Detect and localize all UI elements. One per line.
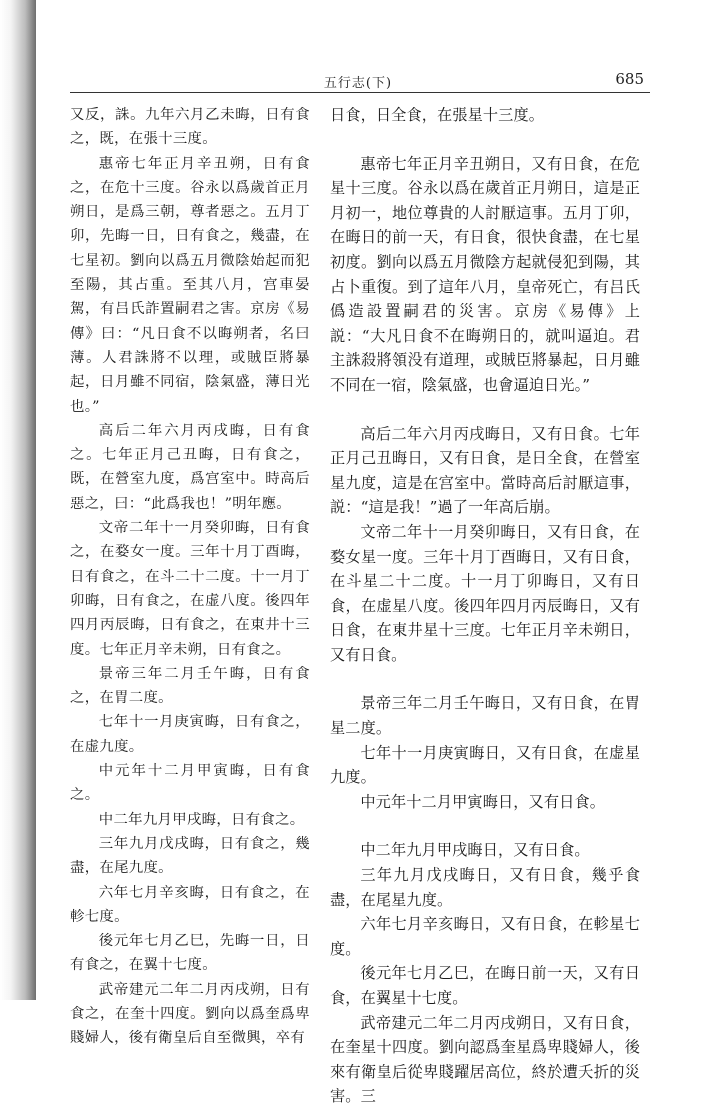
- translation-paragraph: 中元年十二月甲寅晦日，又有日食。: [360, 792, 605, 811]
- page-number: 685: [615, 70, 644, 88]
- classical-paragraph: 七年十一月庚寅晦，日有食之，在虚九度。: [70, 714, 310, 755]
- header-rule: [70, 92, 650, 93]
- classical-paragraph: 惠帝七年正月辛丑朔，日有食之，在危十三度。谷永以爲歲首正月朔日，是爲三朝，尊者惡之。五月丁卯，先晦一日，日有食之，幾盡，在七星初。劉向以爲五月微陰始起而犯至陽，其占重。至其八月，宫車晏駕，有吕氏詐置嗣君之害。京房《易傳》曰：“凡日食不以晦朔者，名曰薄。人君誅將不以理，或賊臣將暴起，日月雖不同宿，陰氣盛，薄日光也。”: [70, 155, 310, 415]
- translation-paragraph: 三年九月戊戌晦日，又有日食，幾乎食盡，在尾星九度。: [330, 866, 640, 909]
- translation-column: [330, 103, 640, 1109]
- translation-paragraph: 後元年七月乙巳，在晦日前一天，又有日食，在翼星十七度。: [330, 964, 640, 1007]
- classical-paragraph: 武帝建元二年二月丙戌朔，日有食之，在奎十四度。劉向以爲奎爲卑賤婦人，後有衛皇后自至微興，卒有: [70, 981, 310, 1047]
- classical-text-column: [70, 103, 310, 1051]
- paragraph-spacer: [330, 814, 640, 838]
- classical-paragraph: 景帝三年二月壬午晦，日有食之，在胃二度。: [70, 665, 310, 707]
- translation-paragraph: 日食，日全食，在張星十三度。: [330, 106, 545, 124]
- classical-paragraph: 後元年七月乙巳，先晦一日，日有食之，在翼十七度。: [70, 933, 310, 974]
- running-header-title: 五行志(下): [323, 76, 393, 91]
- paragraph-spacer: [330, 128, 640, 152]
- translation-paragraph: 中二年九月甲戌晦日，又有日食。: [360, 841, 590, 860]
- classical-paragraph: 中元年十二月甲寅晦，日有食之。: [70, 763, 310, 804]
- translation-paragraph: 武帝建元二年二月丙戌朔日，又有日食，在奎星十四度。劉向認爲奎星爲卑賤婦人，後來有衛皇后從卑賤躍居高位，終於遭夭折的災害。三: [330, 1013, 640, 1106]
- page-binding-edge: [0, 0, 36, 1000]
- translation-paragraph: 文帝二年十一月癸卯晦日，又有日食，在婺女星一度。三年十月丁酉晦日，又有日食，在斗星二十二度。十一月丁卯晦日，又有日食，在虚星八度。後四年四月丙辰晦日，又有日食，在東井星十三度。七年正月辛未朔日，又有日食。: [330, 522, 640, 664]
- translation-paragraph: 六年七月辛亥晦日，又有日食，在軫星七度。: [330, 915, 640, 958]
- paragraph-spacer: [330, 398, 640, 422]
- paragraph-spacer: [330, 667, 640, 691]
- translation-paragraph: 景帝三年二月壬午晦日，又有日食，在胃星二度。: [330, 694, 640, 738]
- translation-paragraph: 七年十一月庚寅晦日，又有日食，在虚星九度。: [330, 743, 640, 787]
- classical-paragraph: 又反，誅。九年六月乙未晦，日有食之，既，在張十三度。: [70, 107, 310, 148]
- classical-paragraph: 文帝二年十一月癸卯晦，日有食之，在婺女一度。三年十月丁酉晦，日有食之，在斗二十二度。十一月丁卯晦，日有食之，在虚八度。後四年四月丙辰晦，日有食之，在東井十三度。七年正月辛未朔，日有食之。: [70, 520, 310, 658]
- translation-paragraph: 惠帝七年正月辛丑朔日，又有日食，在危星十三度。谷永以爲在歲首正月朔日，這是正月初一，地位尊貴的人討厭這事。五月丁卯，在晦日的前一天，有日食，很快食盡，在七星初度。劉向以爲五月微陰方起就侵犯到陽，其占卜重復。到了這年八月，皇帝死亡，有吕氏僞造設置嗣君的災害。京房《易傳》上説：“大凡日食不在晦朔日的，就叫逼迫。君主誅殺將領没有道理，或賊臣將暴起，日月雖不同在一宿，陰氣盛，也會逼迫日光。”: [330, 154, 640, 394]
- classical-paragraph: 六年七月辛亥晦，日有食之，在軫七度。: [70, 884, 310, 925]
- classical-paragraph: 中二年九月甲戌晦，日有食之。: [98, 811, 305, 828]
- classical-paragraph: 高后二年六月丙戌晦，日有食之。七年正月己丑晦，日有食之，既，在營室九度，爲宫室中。時高后惡之，曰：“此爲我也！”明年應。: [70, 422, 310, 512]
- classical-paragraph: 三年九月戊戌晦，日有食之，幾盡，在尾九度。: [70, 835, 310, 877]
- translation-paragraph: 高后二年六月丙戌晦日，又有日食。七年正月己丑晦日，又有日食，是日全食，在營室星九度，這是在宫室中。當時高后討厭這事，説：“這是我！”過了一年高后崩。: [330, 424, 640, 517]
